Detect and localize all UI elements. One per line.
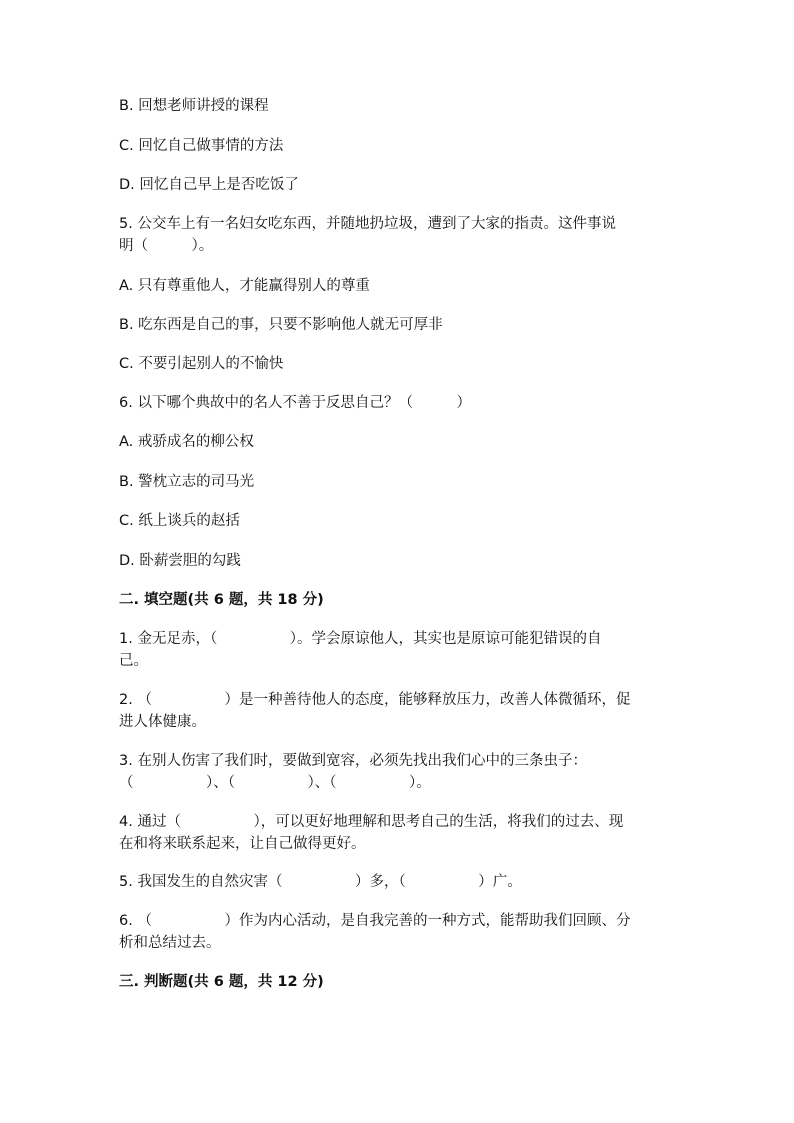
fill-q4-line2: 在和将来联系起来，让自己做得更好。 [119,836,366,852]
q6-option-d: D. 卧薪尝胆的勾践 [119,553,241,569]
fill-q4-line1: 4. 通过（ ），可以更好地理解和思考自己的生活，将我们的过去、现 [119,814,624,830]
fill-q5-line1: 5. 我国发生的自然灾害（ ）多，（ ）广。 [119,874,522,890]
q6-option-a: A. 戒骄成名的柳公权 [119,434,254,450]
fill-q3-line1: 3. 在别人伤害了我们时，要做到宽容，必须先找出我们心中的三条虫子： [119,753,587,769]
fill-q2-line1: 2. （ ）是一种善待他人的态度，能够释放压力，改善人体微循环，促 [119,692,631,708]
q4-option-b: B. 回想老师讲授的课程 [119,98,269,114]
q5-option-b: B. 吃东西是自己的事，只要不影响他人就无可厚非 [119,317,443,333]
fill-q1-line1: 1. 金无足赤，（ ）。学会原谅他人，其实也是原谅可能犯错误的自 [119,631,602,647]
q6-option-b: B. 警枕立志的司马光 [119,474,255,490]
fill-q2-line2: 进人体健康。 [119,714,206,730]
fill-q3-line2: （ ）、（ ）、（ ）。 [119,775,431,791]
q4-option-c: C. 回忆自己做事情的方法 [119,138,284,154]
q6-stem: 6. 以下哪个典故中的名人不善于反思自己？（ ） [119,395,471,411]
fill-q1-line2: 己。 [119,653,148,669]
q6-option-c: C. 纸上谈兵的赵括 [119,513,240,529]
q5-stem-line2: 明（ ）。 [119,238,214,254]
q4-option-d: D. 回忆自己早上是否吃饭了 [119,177,299,193]
fill-q6-line1: 6. （ ）作为内心活动，是自我完善的一种方式，能帮助我们回顾、分 [119,913,631,929]
q5-option-c: C. 不要引起别人的不愉快 [119,356,284,372]
q5-stem-line1: 5. 公交车上有一名妇女吃东西，并随地扔垃圾，遭到了大家的指责。这件事说 [119,216,616,232]
q5-option-a: A. 只有尊重他人，才能赢得别人的尊重 [119,278,370,294]
fill-q6-line2: 析和总结过去。 [119,935,221,951]
section3-heading: 三. 判断题(共 6 题，共 12 分) [119,974,324,990]
section2-heading: 二. 填空题(共 6 题，共 18 分) [119,592,324,608]
